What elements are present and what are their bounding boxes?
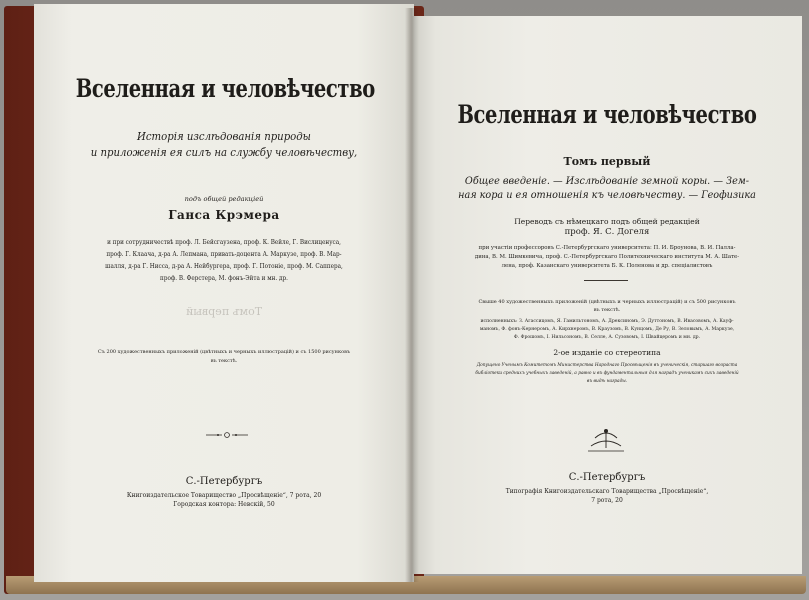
- right-page-separator-rule: [584, 280, 628, 281]
- left-page: [34, 4, 414, 582]
- left-page-title: Вселенная и человѣчество: [75, 74, 375, 103]
- left-page-contributors-line3: шалля, д-ра Г. Нисса, д-ра А. Нейбургера, проф. Г. Потоніе, проф. М. Саппера,: [105, 262, 343, 270]
- left-page-editor-name: Ганса Крэмера: [168, 208, 280, 222]
- right-page-artists-line1: исполненныхъ: З. Агассицомъ, Я. Гамильтономъ, А. Дрексиномъ, Э. Дуттономъ, В. Ивасовомъ, А. Кауф-: [480, 319, 734, 324]
- left-page-bleed-through-text: Томъ первый: [185, 305, 263, 318]
- left-page-editor-intro: подъ общей редакціей: [184, 195, 264, 203]
- left-page-subtitle-line2: и приложенія ея силъ на службу человѣчеству,: [90, 146, 358, 159]
- left-page-publisher-line2: Городская контора: Невскій, 50: [173, 501, 275, 508]
- left-page-subtitle-line1: Исторія изслѣдованія природы: [137, 130, 311, 143]
- right-page-printer-line2: 7 рота, 20: [591, 497, 623, 504]
- right-page-title: Вселенная и человѣчество: [457, 100, 757, 129]
- left-page-city: С.-Петербургъ: [185, 476, 263, 487]
- left-page-contributors-line1: и при сотрудничествѣ проф. Л. Бейсгаузена, проф. К. Вейле, Г. Вислиценуса,: [107, 238, 341, 246]
- left-page-publisher-line1: Книгоиздательское Товарищество „Просвѣщеніе“, 7 рота, 20: [126, 492, 322, 499]
- left-page-contributors-line2: проф. Г. Клаача, д-ра А. Лепмана, привать-доцента А. Маркузе, проф. В. Мар-: [106, 250, 342, 258]
- right-page-contents-line2: ная кора и ея отношенія къ человѣчеству. — Геофизика: [458, 189, 756, 201]
- left-page-contributors-line4: проф. В. Ферстера, М. фонъ-Эйта и мн. др.: [160, 274, 288, 282]
- right-page-approval-line3: въ видѣ награды.: [586, 379, 628, 384]
- right-page-translation-line1: Переводъ съ нѣмецкаго подъ общей редакціей: [514, 217, 700, 226]
- right-page-illustrations-line1: Свыше 40 художественныхъ приложеній (цвѣтныхъ и черныхъ иллюстрацій) и съ 500 рисунковъ: [478, 299, 736, 305]
- right-page-edition: 2-ое изданіе со стереотипа: [553, 348, 661, 357]
- right-page-artists-line3: Ф. Фрошомъ, І. Нильсономъ, В. Селле, А. Сузовомъ, І. Швайцеромъ и мн. др.: [513, 335, 701, 340]
- right-page-city: С.-Петербургъ: [568, 472, 646, 483]
- right-page-printer-line1: Типографія Книгоиздательскаго Товарищества „Просвѣщеніе“,: [505, 488, 709, 495]
- left-page-illustrations-line2: въ текстѣ.: [210, 358, 238, 364]
- right-page: [412, 16, 802, 574]
- right-page-volume: Томъ первый: [563, 155, 651, 168]
- book-gutter-shadow: [405, 8, 419, 582]
- right-page-artists-line2: маномъ, Ф. фонъ-Кернеромъ, А. Кирхнеромъ, В. Краузомъ, В. Кунцомъ, Де Ру, В. Зеловымъ, А. Маркузе,: [479, 327, 735, 332]
- left-page-illustrations-line1: Съ 200 художественныхъ приложеній (цвѣтныхъ и черныхъ иллюстрацій) и съ 1500 рисунковъ: [97, 349, 351, 355]
- right-page-translation-line2: проф. Я. С. Догеля: [564, 227, 650, 237]
- right-page-illustrations-line2: въ текстѣ.: [593, 307, 621, 313]
- right-page-approval-line1: Допущено Ученымъ Комитетомъ Министерства Народнаго Просвѣщенія въ ученическія, старшаго возраста: [476, 363, 738, 368]
- left-page-ornament: [204, 430, 250, 440]
- right-page-participants-line2: дина, В. М. Шимкевича, проф. С.-Петербургскаго Политехническаго института М. А. Шате-: [474, 254, 740, 260]
- right-page-emblem-ornament: [585, 426, 627, 454]
- right-page-participants-line3: лена, проф. Казанскаго университета Б. К. Поленова и др. спеціалистовъ: [501, 263, 713, 269]
- right-page-approval-line2: библіотеки среднихъ учебныхъ заведеній, а равно и въ фундаментальныя для наградъ ученикамъ сихъ заведеній: [475, 371, 739, 376]
- right-page-contents-line1: Общее введеніе. — Изслѣдованіе земной коры. — Зем-: [464, 175, 750, 187]
- right-page-participants-line1: при участіи профессоровъ С.-Петербургскаго университета: П. И. Броунова, В. И. Палла-: [478, 245, 736, 251]
